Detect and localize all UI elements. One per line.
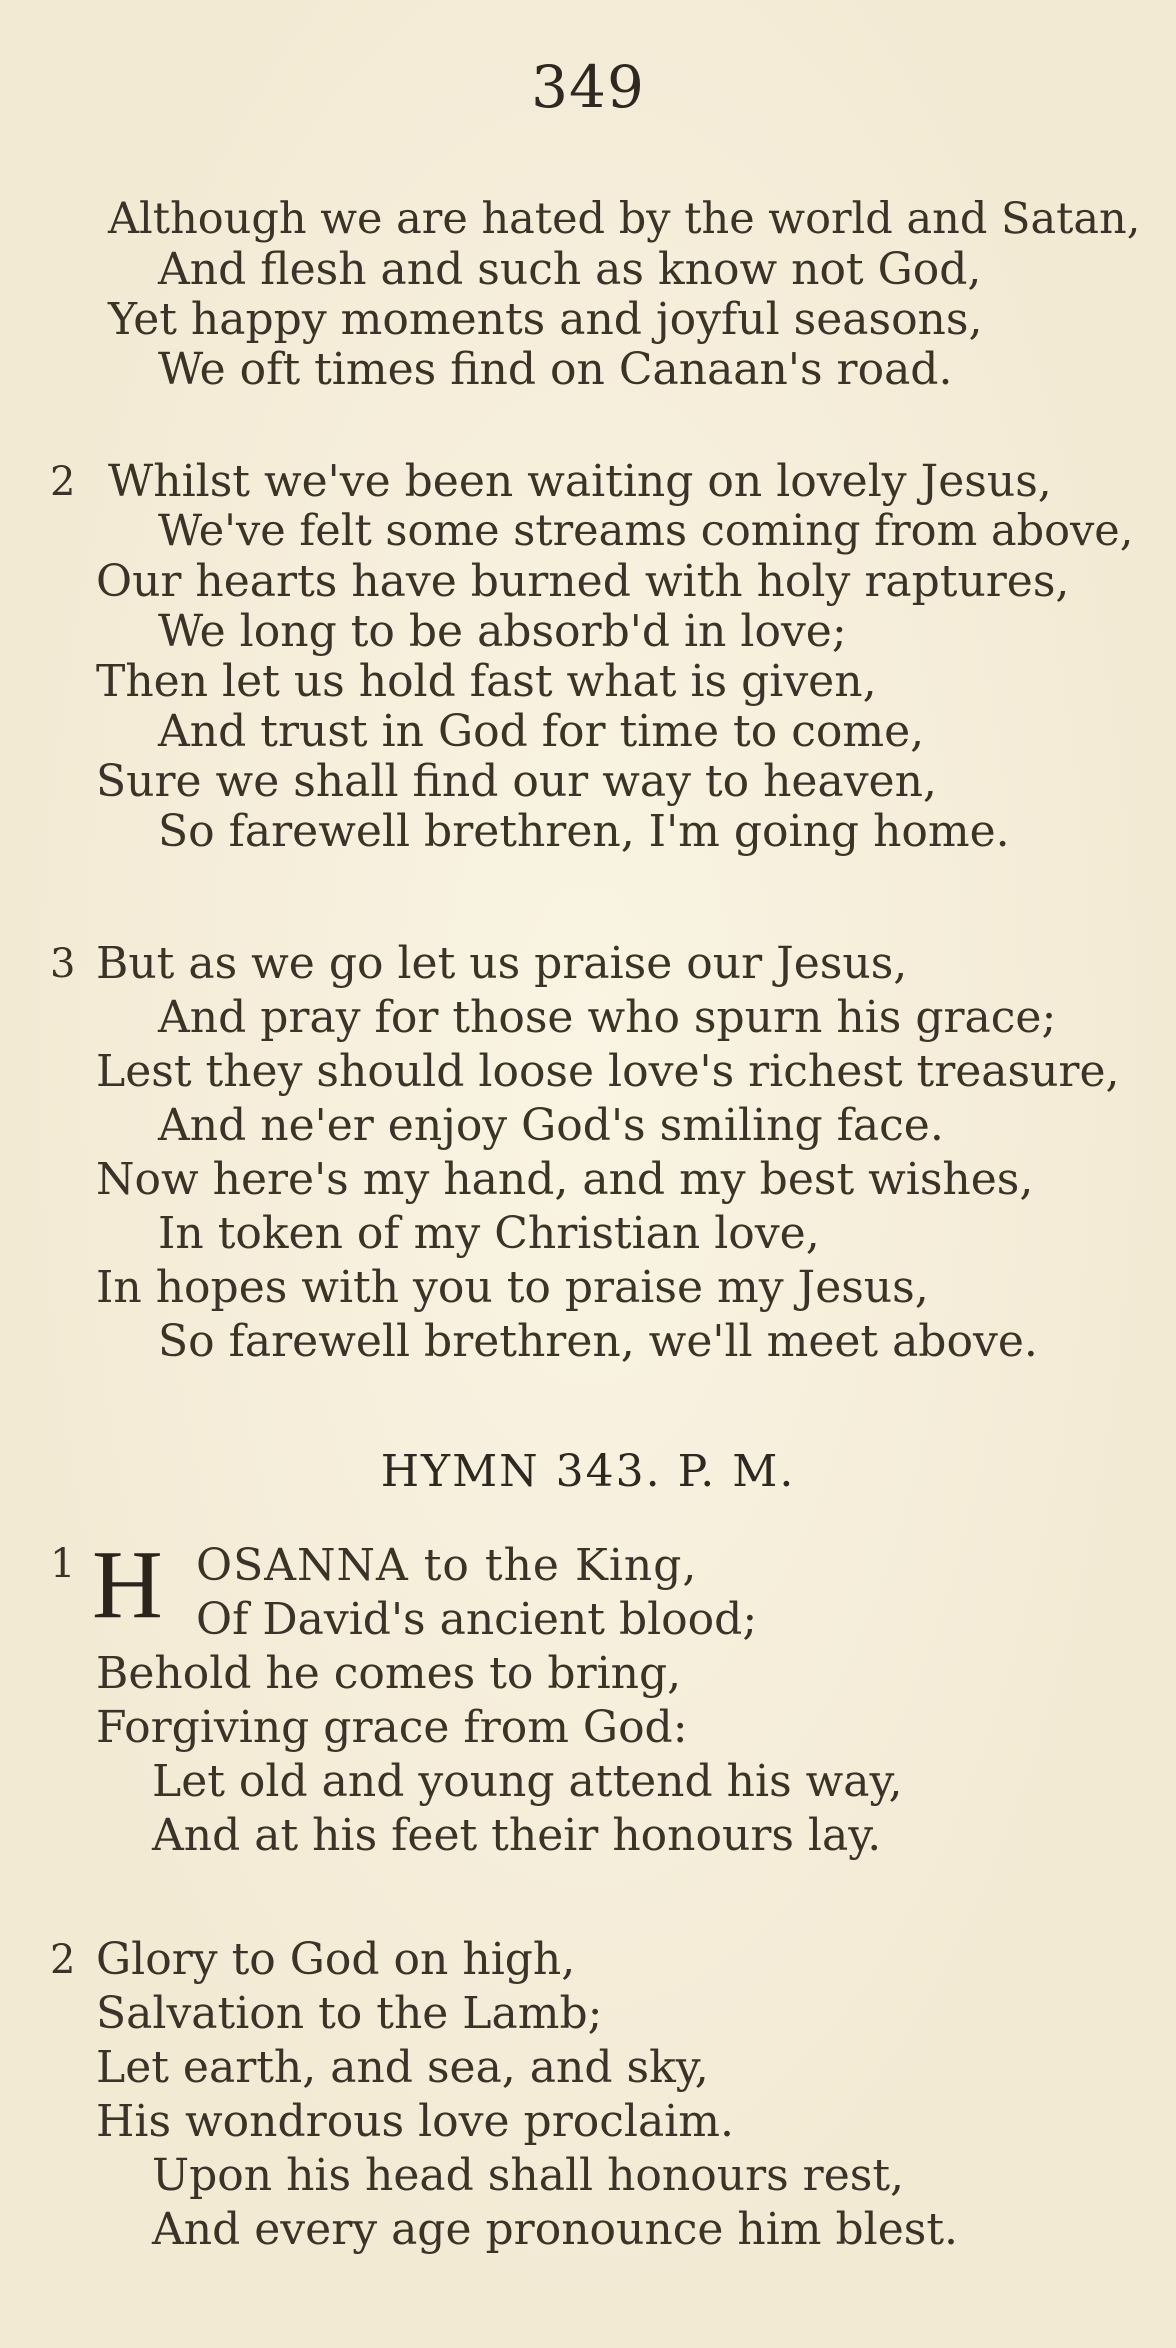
stanza-2-line-1: Whilst we've been waiting on lovely Jesus, bbox=[108, 456, 1052, 507]
hymn-stanza-2-line-6: And every age pronounce him blest. bbox=[152, 2204, 959, 2255]
drop-cap: H bbox=[92, 1531, 163, 1639]
hymn-stanza-1-line-3: Behold he comes to bring, bbox=[96, 1648, 682, 1699]
stanza-2-number: 2 bbox=[50, 459, 76, 505]
hymn-stanza-1-line-4: Forgiving grace from God: bbox=[96, 1702, 688, 1753]
hymn-stanza-2-line-2: Salvation to the Lamb; bbox=[96, 1988, 603, 2039]
stanza-2-line-5: Then let us hold fast what is given, bbox=[96, 656, 877, 707]
stanza-2-line-8: So farewell brethren, I'm going home. bbox=[158, 806, 1010, 857]
stanza-1-line-2: And flesh and such as know not God, bbox=[158, 244, 982, 295]
stanza-3-line-3: Lest they should loose love's richest treasure, bbox=[96, 1046, 1120, 1097]
hymn-stanza-2-line-3: Let earth, and sea, and sky, bbox=[96, 2042, 709, 2093]
hymn-stanza-1-number: 1 bbox=[50, 1541, 76, 1587]
stanza-3-line-8: So farewell brethren, we'll meet above. bbox=[158, 1316, 1038, 1367]
stanza-1-line-3: Yet happy moments and joyful seasons, bbox=[108, 294, 983, 345]
hymn-stanza-2-line-4: His wondrous love proclaim. bbox=[96, 2096, 734, 2147]
stanza-3-line-5: Now here's my hand, and my best wishes, bbox=[96, 1154, 1034, 1205]
hymn-stanza-2-number: 2 bbox=[50, 1937, 76, 1983]
stanza-1-line-4: We oft times find on Canaan's road. bbox=[158, 344, 953, 395]
stanza-2-line-3: Our hearts have burned with holy raptures, bbox=[96, 556, 1070, 607]
stanza-3-line-6: In token of my Christian love, bbox=[158, 1208, 820, 1259]
stanza-3-line-1: But as we go let us praise our Jesus, bbox=[96, 938, 908, 989]
stanza-2-line-2: We've felt some streams coming from above, bbox=[158, 506, 1134, 556]
stanza-3-line-2: And pray for those who spurn his grace; bbox=[158, 992, 1057, 1043]
stanza-2-line-7: Sure we shall find our way to heaven, bbox=[96, 756, 937, 807]
stanza-2-line-4: We long to be absorb'd in love; bbox=[158, 606, 847, 657]
stanza-3-number: 3 bbox=[50, 941, 76, 987]
hymn-stanza-1-line-5: Let old and young attend his way, bbox=[152, 1756, 903, 1807]
hymn-title: HYMN 343. P. M. bbox=[380, 1446, 796, 1497]
stanza-2-line-6: And trust in God for time to come, bbox=[158, 706, 925, 757]
hymn-stanza-1-line-1: OSANNA to the King, bbox=[196, 1540, 698, 1591]
hymn-stanza-1-line-6: And at his feet their honours lay. bbox=[152, 1810, 882, 1861]
hymn-stanza-2-line-1: Glory to God on high, bbox=[96, 1934, 576, 1985]
stanza-1-line-1: Although we are hated by the world and Satan, bbox=[108, 194, 1141, 244]
hymn-stanza-2-line-5: Upon his head shall honours rest, bbox=[152, 2150, 904, 2201]
hymn-stanza-1-line-2: Of David's ancient blood; bbox=[196, 1594, 758, 1645]
stanza-3-line-7: In hopes with you to praise my Jesus, bbox=[96, 1262, 929, 1313]
page-number: 349 bbox=[531, 53, 645, 121]
stanza-3-line-4: And ne'er enjoy God's smiling face. bbox=[158, 1100, 944, 1151]
